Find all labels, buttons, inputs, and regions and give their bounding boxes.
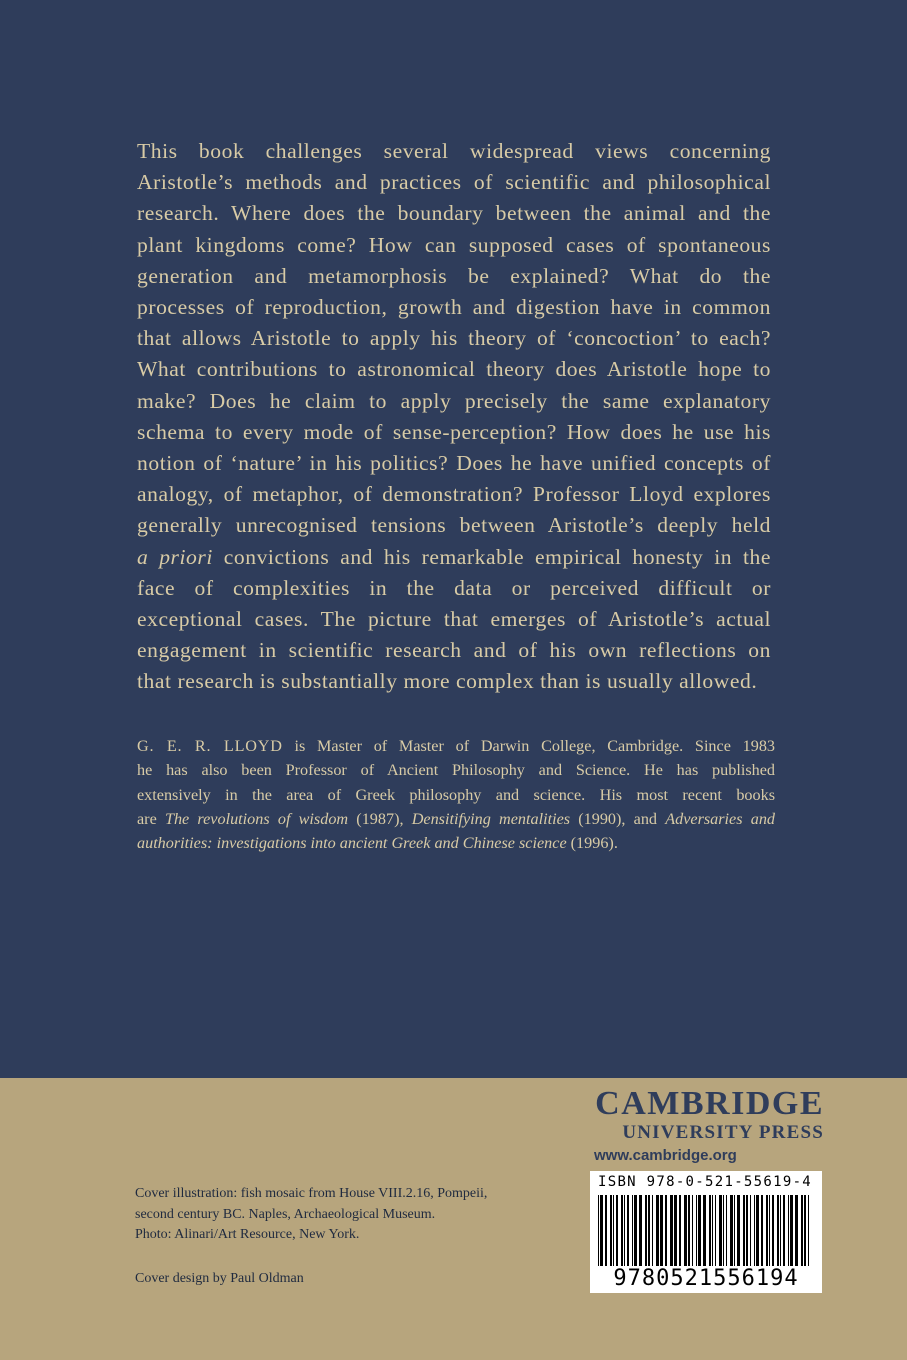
bio-line: he has also been Professor of Ancient Philosophy and Science. He has published (137, 761, 775, 780)
barcode-bar (712, 1195, 713, 1267)
blurb-line: generation and metamorphosis be explained? What do the (137, 263, 771, 288)
blurb-line: processes of reproduction, growth and digestion have in common (137, 295, 771, 320)
isbn-barcode (590, 1171, 822, 1293)
barcode-bar (624, 1195, 625, 1267)
bio-text: is Master of Master of Darwin College, Cambridge. Since 1983 (282, 737, 776, 755)
blurb-line-a-priori (137, 542, 771, 573)
barcode-bar (719, 1195, 722, 1267)
barcode-bar (795, 1195, 798, 1267)
barcode-bar (665, 1195, 667, 1267)
barcode-bar (783, 1195, 785, 1267)
barcode-bar (605, 1195, 607, 1267)
barcode-bar (613, 1195, 614, 1267)
barcode-bar (761, 1195, 763, 1267)
bio-line (137, 734, 775, 758)
blurb-line: This book challenges several widespread views concerning (137, 139, 771, 163)
book-title: Densitifying mentalities (411, 809, 571, 828)
barcode-bar (777, 1195, 779, 1267)
barcode-bar (688, 1195, 690, 1267)
publisher-logo-subtitle: UNIVERSITY PRESS (622, 1122, 824, 1143)
author-name: G. E. R. LLOYD (137, 737, 283, 755)
barcode-bar (645, 1195, 647, 1267)
barcode-bar (621, 1195, 623, 1267)
credit-line: Photo: Alinari/Art Resource, New York. (135, 1227, 360, 1242)
bio-line: extensively in the area of Greek philosophy and science. His most recent books (137, 785, 775, 804)
barcode-bar (696, 1195, 697, 1267)
blurb-line: analogy, of metaphor, of demonstration? Professor Lloyd explores (137, 482, 771, 507)
barcode-bar (674, 1195, 677, 1267)
bio-text: (1990), and (570, 809, 666, 828)
book-title: Adversaries and (665, 809, 776, 828)
barcode-bar (756, 1195, 759, 1267)
barcode-bar (703, 1195, 706, 1267)
barcode-bar (804, 1195, 806, 1267)
barcode-bar (737, 1195, 740, 1267)
blurb-line: face of complexities in the data or perceived difficult or (137, 575, 771, 600)
barcode-bar (750, 1195, 751, 1267)
barcode-bar (600, 1195, 603, 1267)
barcode-bar (734, 1195, 735, 1267)
blurb-line: Aristotle’s methods and practices of scientific and philosophical (137, 170, 771, 195)
a-priori-italic: a priori (137, 544, 213, 569)
blurb-line: engagement in scientific research and of his own reflections on (137, 638, 771, 663)
barcode-bar (715, 1195, 716, 1267)
barcode-bar (698, 1195, 701, 1267)
bio-text: are (137, 809, 165, 828)
barcode-bar (627, 1195, 629, 1267)
barcode-bar (598, 1195, 599, 1267)
barcode-bar (709, 1195, 711, 1267)
credit-line: Cover illustration: fish mosaic from House VIII.2.16, Pompeii, (135, 1186, 488, 1201)
barcode-bar (743, 1195, 745, 1267)
ean-number: 9780521556194 (590, 1266, 822, 1291)
blurb-line: notion of ‘nature’ in his politics? Does he have unified concepts of (137, 451, 771, 476)
barcode-bar (788, 1195, 789, 1267)
book-title: The revolutions of wisdom (164, 809, 349, 828)
author-bio (137, 734, 775, 855)
blurb-line: make? Does he claim to apply precisely the same explanatory (137, 388, 771, 413)
barcode-bars (598, 1195, 814, 1277)
book-title: authorities: investigations into ancient Greek and Chinese science (137, 834, 567, 853)
barcode-bar (616, 1195, 618, 1267)
barcode-bar (684, 1195, 687, 1267)
blurb-line-rest: convictions and his remarkable empirical honesty in the (212, 544, 772, 569)
blurb-line: schema to every mode of sense-perception? How does he use his (137, 419, 771, 444)
blurb-line: research. Where does the boundary between the animal and the (137, 201, 771, 226)
bio-line (137, 807, 775, 831)
barcode-bar (754, 1195, 755, 1267)
publisher-website: www.cambridge.org (594, 1147, 737, 1164)
barcode-bar (769, 1195, 770, 1267)
barcode-bar (808, 1195, 809, 1267)
barcode-bar (652, 1195, 653, 1267)
blurb-line: exceptional cases. The picture that emerges of Aristotle’s actual (137, 607, 771, 632)
barcode-bar (632, 1195, 633, 1267)
barcode-bar (772, 1195, 774, 1267)
blurb-line: plant kingdoms come? How can supposed cases of spontaneous (137, 232, 771, 257)
barcode-bar (801, 1195, 803, 1267)
barcode-bar (679, 1195, 681, 1267)
barcode-bar (634, 1195, 637, 1267)
blurb-line: that research is substantially more complex than is usually allowed. (137, 669, 758, 694)
isbn-label: ISBN 978-0-521-55619-4 (598, 1174, 813, 1190)
barcode-bar (723, 1195, 724, 1267)
cover-design-credit: Cover design by Paul Oldman (135, 1271, 304, 1286)
cover-credits (135, 1184, 515, 1246)
bio-text: (1987), (348, 809, 412, 828)
barcode-bar (660, 1195, 663, 1267)
publisher-logo: CAMBRIDGE (595, 1085, 824, 1122)
barcode-bar (670, 1195, 673, 1267)
barcode-bar (648, 1195, 650, 1267)
barcode-bar (790, 1195, 793, 1267)
bio-text: (1996). (566, 834, 618, 853)
barcode-bar (746, 1195, 748, 1267)
barcode-bar (656, 1195, 659, 1267)
barcode-bar (726, 1195, 727, 1267)
bio-line (137, 831, 775, 855)
barcode-bar (780, 1195, 781, 1267)
barcode-bar (766, 1195, 768, 1267)
blurb-line: that allows Aristotle to apply his theory of ‘concoction’ to each? (137, 326, 771, 351)
blurb-line: generally unrecognised tensions between Aristotle’s deeply held (137, 513, 771, 538)
blurb-line: What contributions to astronomical theory does Aristotle hope to (137, 357, 771, 382)
barcode-bar (639, 1195, 642, 1267)
barcode-bar (692, 1195, 693, 1267)
barcode-bar (610, 1195, 612, 1267)
credit-line: second century BC. Naples, Archaeological Museum. (135, 1206, 436, 1222)
barcode-bar (730, 1195, 733, 1267)
blurb-text (137, 136, 771, 698)
